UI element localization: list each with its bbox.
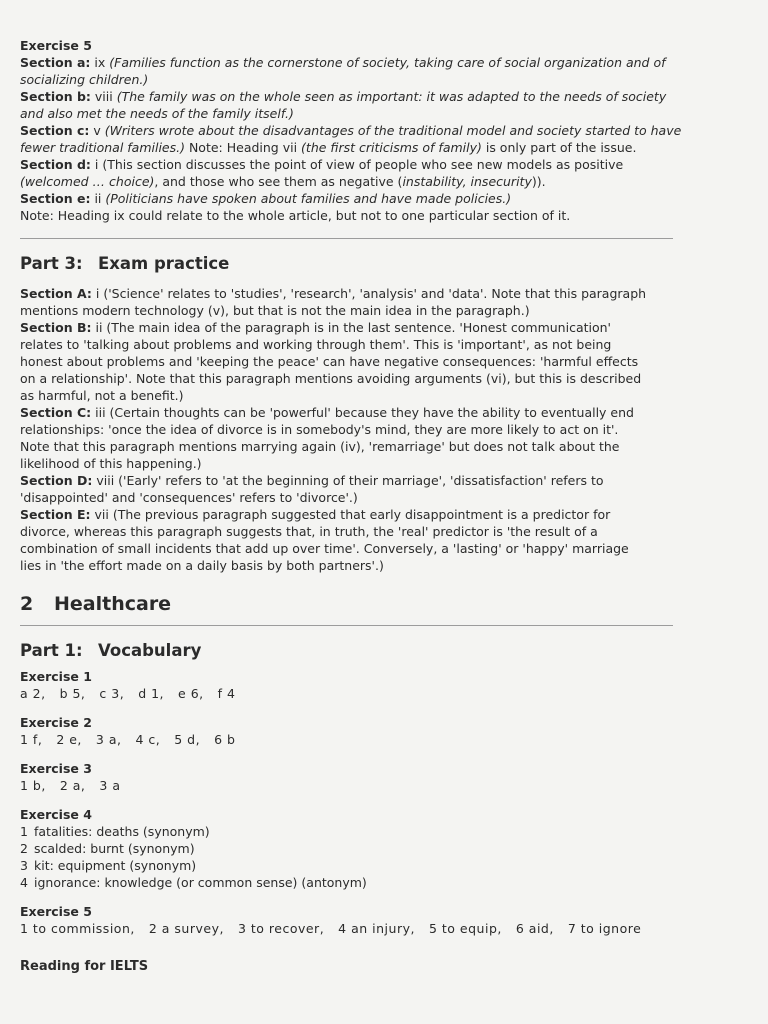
exercise-4-heading: Exercise 4 bbox=[20, 807, 92, 822]
answer-line: Section E: vii (The previous paragraph suggested that early disappointment is a predictor for bbox=[20, 507, 611, 522]
answer-line: Section a: ix (Families function as the cornerstone of society, taking care of social organization and of bbox=[20, 55, 666, 70]
answer-line: lies in 'the effort made on a daily basis by both partners'.) bbox=[20, 558, 384, 573]
answer-line: Section c: v (Writers wrote about the disadvantages of the traditional model and society started to have bbox=[20, 123, 682, 138]
answer-line: 'disappointed' and 'consequences' refers to 'divorce'.) bbox=[20, 490, 358, 505]
exercise-5-vocab-heading: Exercise 5 bbox=[20, 904, 92, 919]
chapter-divider bbox=[20, 625, 673, 626]
answer-line: relationships: 'once the idea of divorce is in somebody's mind, they are more likely to act on it'. bbox=[20, 422, 619, 437]
answer-line: Section D: viii ('Early' refers to 'at the beginning of their marriage', 'dissatisfaction' refers to bbox=[20, 473, 604, 488]
exercise-2-heading: Exercise 2 bbox=[20, 715, 92, 730]
reading-heading: Reading for IELTS bbox=[20, 959, 149, 974]
answer-line: Section b: viii (The family was on the whole seen as important: it was adapted to the needs of society bbox=[20, 89, 667, 104]
exercise-5-answers bbox=[20, 54, 748, 224]
answer-line: Note that this paragraph mentions marrying again (iv), 'remarriage' but does not talk about the bbox=[20, 439, 620, 454]
exercise-2-answers: 1 f, 2 e, 3 a, 4 c, 5 d, 6 b bbox=[20, 732, 236, 747]
exercise-5-vocab-answers: 1 to commission, 2 a survey, 3 to recover, 4 an injury, 5 to equip, 6 aid, 7 to ignore bbox=[20, 921, 642, 936]
answer-line: as harmful, not a benefit.) bbox=[20, 388, 184, 403]
answer-line: mentions modern technology (v), but that is not the main idea in the paragraph.) bbox=[20, 303, 530, 318]
answer-line: (welcomed … choice), and those who see them as negative (instability, insecurity)). bbox=[20, 174, 546, 189]
exercise-4 bbox=[20, 806, 748, 891]
list-item: 2 scalded: burnt (synonym) bbox=[20, 841, 195, 856]
exercise-1-answers: a 2, b 5, c 3, d 1, e 6, f 4 bbox=[20, 686, 236, 701]
exercise-5-vocab bbox=[20, 903, 748, 937]
section-divider bbox=[20, 238, 673, 239]
exercise-1-heading: Exercise 1 bbox=[20, 669, 92, 684]
list-item: 3 kit: equipment (synonym) bbox=[20, 858, 197, 873]
answer-line: honest about problems and 'keeping the peace' can have negative consequences: 'harmful effects bbox=[20, 354, 639, 369]
answer-line: Section e: ii (Politicians have spoken about families and have made policies.) bbox=[20, 191, 512, 206]
answer-line: socializing children.) bbox=[20, 72, 149, 87]
answer-line: fewer traditional families.) Note: Heading vii (the first criticisms of family) is only part of the issue. bbox=[20, 140, 637, 155]
answer-line: divorce, whereas this paragraph suggests that, in truth, the 'real' predictor is 'the result of a bbox=[20, 524, 598, 539]
answer-line: Section A: i ('Science' relates to 'studies', 'research', 'analysis' and 'data'. Note that this paragraph bbox=[20, 286, 647, 301]
exercise-2 bbox=[20, 714, 748, 748]
list-item: 4 ignorance: knowledge (or common sense) (antonym) bbox=[20, 875, 367, 890]
exercise-3-answers: 1 b, 2 a, 3 a bbox=[20, 778, 121, 793]
part-3-heading: Part 3: Exam practice bbox=[20, 254, 230, 273]
answer-line: Section C: iii (Certain thoughts can be 'powerful' because they have the ability to eventually end bbox=[20, 405, 634, 420]
chapter-heading: 2 Healthcare bbox=[20, 593, 172, 615]
answer-line: relates to 'talking about problems and working through them'. This is 'important', as not being bbox=[20, 337, 612, 352]
answer-line: combination of small incidents that add up over time'. Conversely, a 'lasting' or 'happy' marriage bbox=[20, 541, 629, 556]
answer-line: Note: Heading ix could relate to the whole article, but not to one particular section of it. bbox=[20, 208, 571, 223]
part-3-answers bbox=[20, 285, 748, 574]
part-1-heading: Part 1: Vocabulary bbox=[20, 641, 202, 660]
exercise-3 bbox=[20, 760, 748, 794]
answer-line: Section B: ii (The main idea of the paragraph is in the last sentence. 'Honest communication' bbox=[20, 320, 611, 335]
answer-line: on a relationship'. Note that this paragraph mentions avoiding arguments (vi), but this is described bbox=[20, 371, 642, 386]
exercise-5-heading: Exercise 5 bbox=[20, 38, 92, 53]
exercise-1 bbox=[20, 668, 748, 702]
answer-line: Section d: i (This section discusses the point of view of people who see new models as positive bbox=[20, 157, 624, 172]
answer-line: likelihood of this happening.) bbox=[20, 456, 202, 471]
exercise-3-heading: Exercise 3 bbox=[20, 761, 92, 776]
list-item: 1 fatalities: deaths (synonym) bbox=[20, 824, 210, 839]
answer-line: and also met the needs of the family itself.) bbox=[20, 106, 294, 121]
